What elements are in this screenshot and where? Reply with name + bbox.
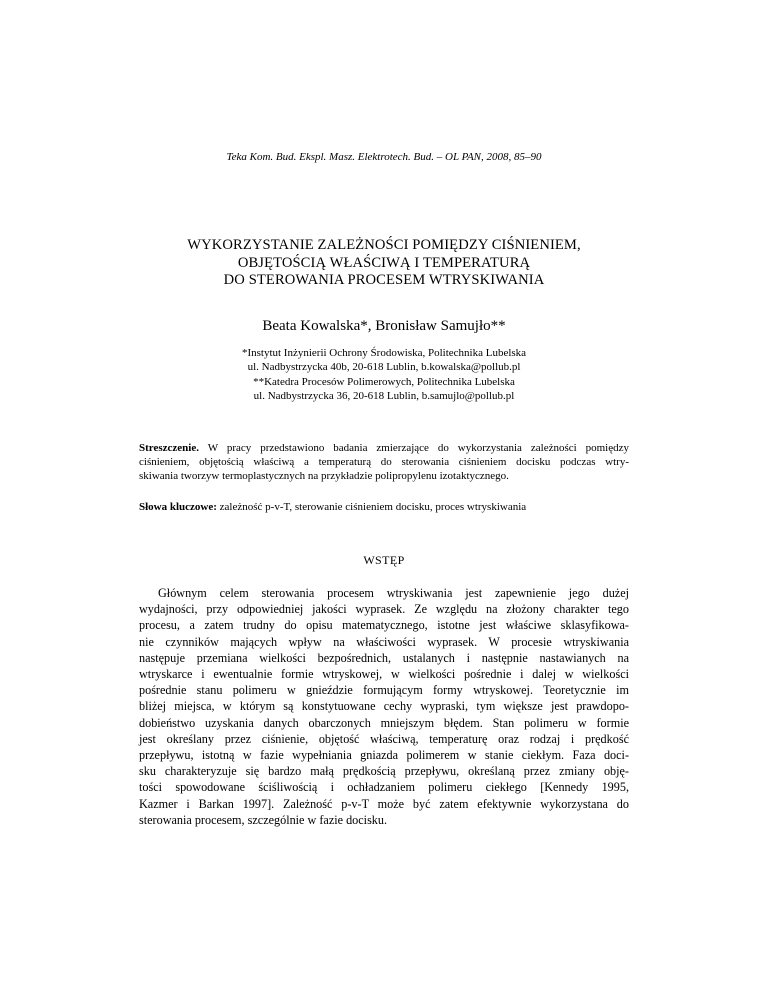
abstract-line (139, 441, 629, 455)
body-text (139, 585, 629, 828)
keywords-label: Słowa kluczowe: (139, 501, 217, 513)
abstract-label: Streszczenie. (139, 442, 199, 454)
title-line: OBJĘTOŚCIĄ WŁAŚCIWĄ I TEMPERATURĄ (237, 254, 531, 271)
affiliation-line: **Katedra Procesów Polimerowych, Politechnika Lubelska (253, 376, 515, 388)
abstract (139, 441, 629, 483)
affiliation-1 (0, 346, 768, 374)
section-heading: WSTĘP (363, 553, 405, 567)
body-line: jest określany przez ciśnienie, objętość właściwą, temperaturę oraz rodzaj i prędkość (139, 731, 629, 746)
body-line: Głównym celem sterowania procesem wtryskiwania jest zapewnienie jego dużej (158, 586, 629, 600)
body-line: bliżej miejsca, w którym są konstytuowane cechy wypraski, tym większe jest prawdopo- (139, 699, 629, 714)
keywords-text: zależność p-v-T, sterowanie ciśnieniem docisku, proces wtryskiwania (216, 501, 527, 513)
abstract-text: W pracy przedstawiono badania zmierzające do wykorzystania zależności pomiędzy (198, 442, 629, 454)
body-line: pośrednie stanu polimeru w gnieździe formującym formy wtryskowej. Teoretycznie im (139, 683, 629, 698)
body-line: tości spowodowane ściśliwością i ochładzaniem polimeru ciekłego [Kennedy 1995, (139, 780, 629, 795)
body-line: sku charakteryzuje się bardzo małą prędkością przepływu, określaną przez zmiany obję- (139, 764, 629, 779)
journal-header: Teka Kom. Bud. Ekspl. Masz. Elektrotech. Bud. – OL PAN, 2008, 85–90 (226, 151, 542, 163)
abstract-line: skiwania tworzyw termoplastycznych na przykładzie polipropylenu izotaktycznego. (139, 470, 509, 482)
affiliation-line: ul. Nadbystrzycka 36, 20-618 Lublin, b.samujlo@pollub.pl (253, 390, 515, 402)
title-line: WYKORZYSTANIE ZALEŻNOŚCI POMIĘDZY CIŚNIENIEM, (187, 237, 581, 253)
title-line: DO STEROWANIA PROCESEM WTRYSKIWANIA (223, 272, 545, 288)
abstract-line: ciśnieniem, objętością właściwą a temperaturą do sterowania ciśnieniem docisku podczas wtry- (139, 456, 629, 468)
affiliation-line: *Instytut Inżynierii Ochrony Środowiska, Politechnika Lubelska (241, 347, 527, 359)
author-list: Beata Kowalska*, Bronisław Samujło** (262, 318, 506, 334)
keywords (139, 500, 629, 514)
body-line: wydajności, przy odpowiedniej jakości wyprasek. Ze względu na złożony charakter tego (139, 602, 629, 617)
body-line: nie czynników mających wpływ na właściwości wyprasek. W procesie wtryskiwania (139, 634, 629, 649)
body-line: dobieństwo uzyskania danych obarczonych mniejszym błędem. Stan polimeru w formie (139, 715, 629, 730)
body-line: Kazmer i Barkan 1997]. Zależność p-v-T może być zatem efektywnie wykorzystana do (139, 796, 629, 811)
affiliation-2 (0, 375, 768, 403)
body-line: sterowania procesem, szczególnie w fazie docisku. (139, 812, 388, 827)
body-line: następuje przemiana wielkości bezpośrednich, ustalanych i następnie nastawianych na (139, 650, 629, 665)
body-line: procesu, a zatem trudny do opisu matematycznego, istotne jest właściwe sklasyfikowa- (139, 618, 629, 633)
body-line: wtryskarce i ewentualnie formie wtryskowej, w wielkości pośrednie i dalej w wielkości (139, 667, 629, 682)
affiliation-line: ul. Nadbystrzycka 40b, 20-618 Lublin, b.kowalska@pollub.pl (247, 361, 521, 373)
body-line: przepływu, istotną w fazie wypełniania gniazda polimerem w stanie ciekłym. Faza doci- (139, 748, 629, 763)
paper-title (130, 237, 638, 290)
